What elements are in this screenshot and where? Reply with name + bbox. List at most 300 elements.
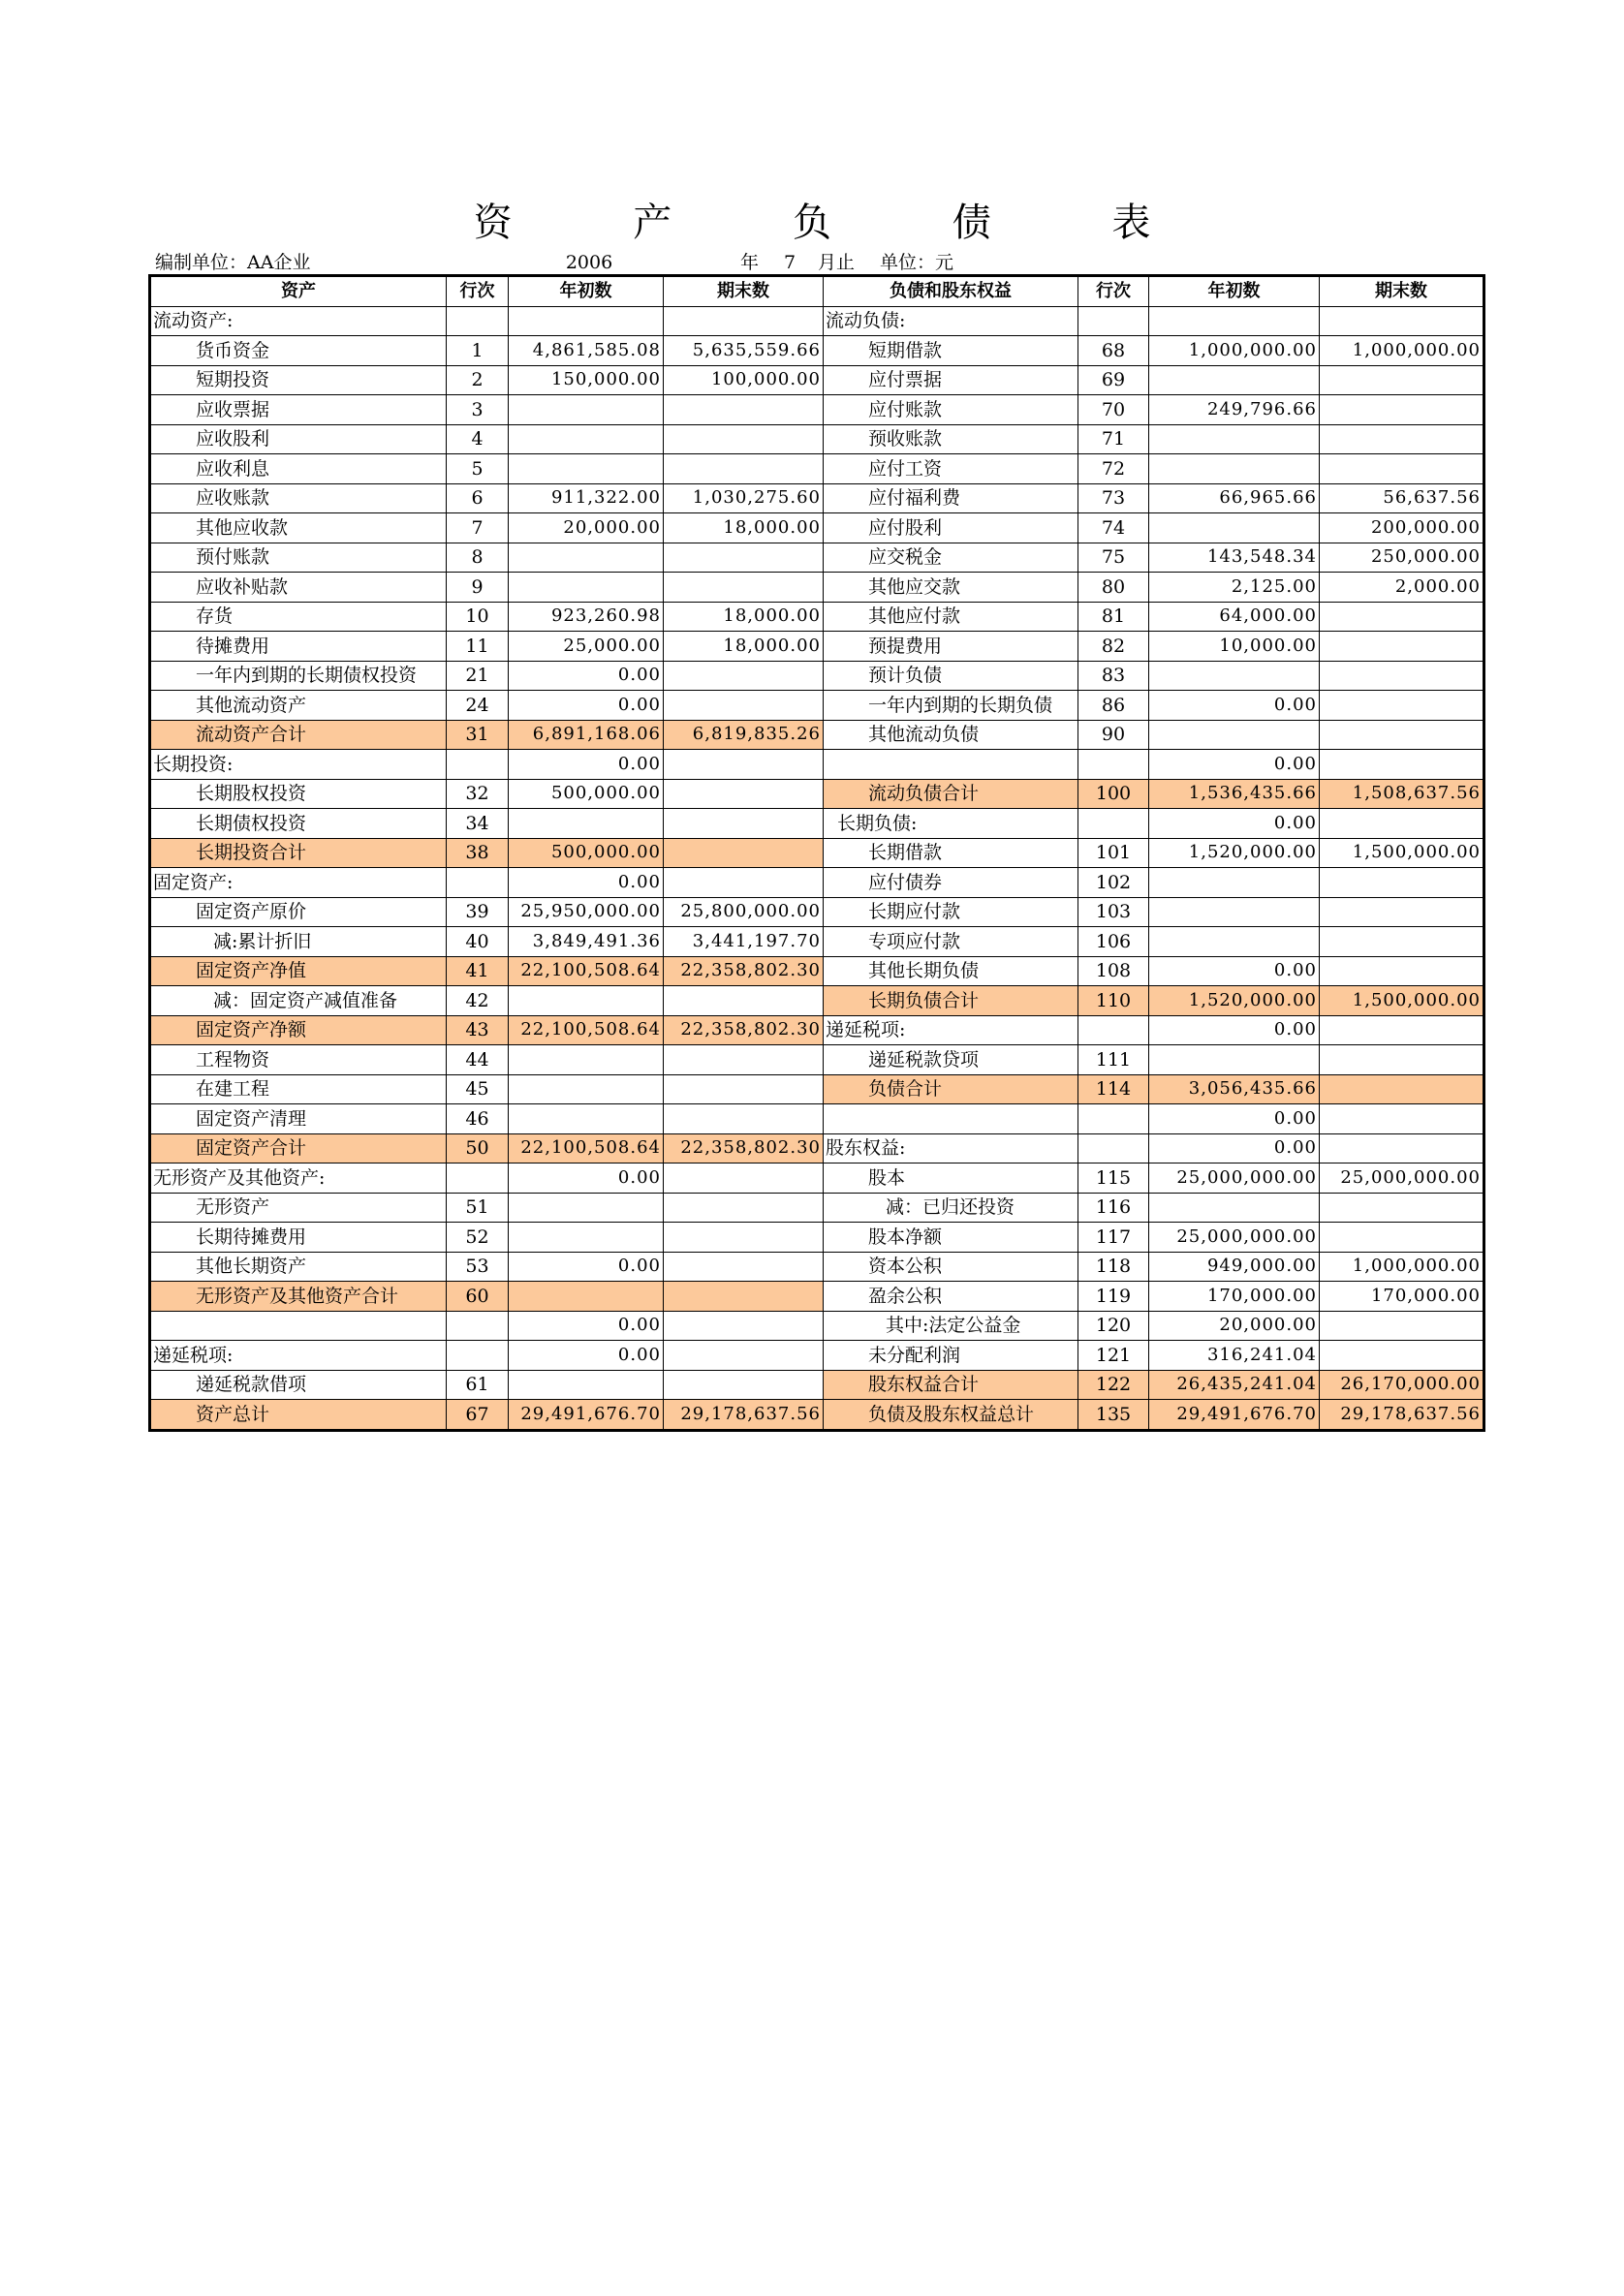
asset-label: 减:累计折旧 [150, 927, 447, 957]
asset-end-value [664, 986, 824, 1016]
liability-label: 其他应付款 [824, 602, 1078, 632]
liability-end-value [1320, 897, 1484, 927]
liability-end-value: 29,178,637.56 [1320, 1400, 1484, 1431]
asset-line-no: 6 [447, 483, 509, 513]
year-value: 2006 [560, 250, 618, 276]
asset-end-value [664, 454, 824, 484]
asset-line-no: 67 [447, 1400, 509, 1431]
liability-label: 应付工资 [824, 454, 1078, 484]
liability-begin-value: 1,520,000.00 [1149, 986, 1320, 1016]
liability-line-no: 75 [1078, 543, 1149, 573]
asset-begin-value [509, 1074, 664, 1104]
liability-line-no: 118 [1078, 1252, 1149, 1282]
liability-line-no: 122 [1078, 1370, 1149, 1400]
table-row [150, 1223, 1484, 1253]
liability-begin-value: 143,548.34 [1149, 543, 1320, 573]
asset-label: 应收票据 [150, 395, 447, 425]
unit-label: 编制单位：AA企业 [155, 252, 311, 273]
liability-line-no: 121 [1078, 1341, 1149, 1371]
asset-line-no: 1 [447, 336, 509, 366]
liability-end-value [1320, 306, 1484, 336]
header-line-no: 行次 [447, 276, 509, 307]
asset-begin-value [509, 1193, 664, 1223]
asset-end-value [664, 424, 824, 454]
liability-line-no [1078, 1015, 1149, 1045]
asset-end-value [664, 1104, 824, 1134]
asset-line-no: 11 [447, 632, 509, 662]
asset-line-no: 4 [447, 424, 509, 454]
asset-label: 无形资产 [150, 1193, 447, 1223]
header-begin: 年初数 [509, 276, 664, 307]
asset-label: 在建工程 [150, 1074, 447, 1104]
liability-end-value [1320, 395, 1484, 425]
liability-end-value: 1,000,000.00 [1320, 336, 1484, 366]
asset-label: 工程物资 [150, 1045, 447, 1075]
asset-label: 长期投资合计 [150, 838, 447, 868]
liability-line-no: 108 [1078, 956, 1149, 986]
table-row [150, 513, 1484, 543]
liability-end-value: 1,508,637.56 [1320, 779, 1484, 809]
table-row [150, 1193, 1484, 1223]
asset-begin-value [509, 1045, 664, 1075]
asset-label: 减：固定资产减值准备 [150, 986, 447, 1016]
asset-begin-value [509, 424, 664, 454]
liability-line-no: 116 [1078, 1193, 1149, 1223]
asset-begin-value: 150,000.00 [509, 365, 664, 395]
liability-line-no [1078, 809, 1149, 839]
asset-label: 递延税项: [150, 1341, 447, 1371]
liability-end-value [1320, 809, 1484, 839]
asset-end-value: 6,819,835.26 [664, 720, 824, 750]
asset-label: 应收补贴款 [150, 573, 447, 603]
liability-label: 应付福利费 [824, 483, 1078, 513]
asset-end-value: 18,000.00 [664, 513, 824, 543]
asset-line-no: 10 [447, 602, 509, 632]
liability-end-value [1320, 750, 1484, 780]
asset-label: 待摊费用 [150, 632, 447, 662]
asset-end-value [664, 573, 824, 603]
liability-begin-value: 3,056,435.66 [1149, 1074, 1320, 1104]
liability-begin-value: 1,520,000.00 [1149, 838, 1320, 868]
asset-begin-value: 0.00 [509, 1252, 664, 1282]
liability-end-value [1320, 602, 1484, 632]
liability-begin-value [1149, 720, 1320, 750]
liability-end-value [1320, 1074, 1484, 1104]
liability-label: 应付票据 [824, 365, 1078, 395]
liability-label: 专项应付款 [824, 927, 1078, 957]
table-row [150, 365, 1484, 395]
asset-line-no [447, 306, 509, 336]
liability-end-value [1320, 661, 1484, 691]
liability-end-value [1320, 1193, 1484, 1223]
table-row [150, 573, 1484, 603]
asset-line-no: 42 [447, 986, 509, 1016]
asset-begin-value [509, 1104, 664, 1134]
liability-label: 应付账款 [824, 395, 1078, 425]
asset-end-value: 22,358,802.30 [664, 956, 824, 986]
liability-label: 应付债券 [824, 868, 1078, 898]
liability-end-value [1320, 1104, 1484, 1134]
liability-line-no [1078, 1133, 1149, 1164]
asset-begin-value: 923,260.98 [509, 602, 664, 632]
asset-line-no [447, 750, 509, 780]
asset-line-no [447, 1164, 509, 1194]
table-row [150, 1074, 1484, 1104]
asset-end-value [664, 1282, 824, 1312]
asset-begin-value: 25,950,000.00 [509, 897, 664, 927]
liability-begin-value: 1,000,000.00 [1149, 336, 1320, 366]
asset-line-no: 45 [447, 1074, 509, 1104]
liability-label: 股本 [824, 1164, 1078, 1194]
liability-begin-value: 66,965.66 [1149, 483, 1320, 513]
liability-label: 应付股利 [824, 513, 1078, 543]
liability-label [824, 750, 1078, 780]
asset-begin-value: 500,000.00 [509, 779, 664, 809]
asset-line-no: 9 [447, 573, 509, 603]
liability-label: 预收账款 [824, 424, 1078, 454]
liability-begin-value: 949,000.00 [1149, 1252, 1320, 1282]
year-suffix: 年 [740, 252, 760, 273]
asset-line-no: 44 [447, 1045, 509, 1075]
asset-end-value [664, 1164, 824, 1194]
asset-label: 应收利息 [150, 454, 447, 484]
liability-begin-value [1149, 661, 1320, 691]
asset-begin-value [509, 986, 664, 1016]
asset-label: 长期债权投资 [150, 809, 447, 839]
liability-end-value: 2,000.00 [1320, 573, 1484, 603]
asset-begin-value: 3,849,491.36 [509, 927, 664, 957]
asset-end-value: 1,030,275.60 [664, 483, 824, 513]
asset-end-value [664, 838, 824, 868]
liability-line-no: 111 [1078, 1045, 1149, 1075]
table-row [150, 986, 1484, 1016]
asset-end-value [664, 543, 824, 573]
asset-line-no: 7 [447, 513, 509, 543]
liability-end-value [1320, 691, 1484, 721]
asset-label: 货币资金 [150, 336, 447, 366]
table-row [150, 661, 1484, 691]
liability-label: 流动负债合计 [824, 779, 1078, 809]
asset-begin-value: 22,100,508.64 [509, 1133, 664, 1164]
header-end: 期末数 [664, 276, 824, 307]
table-row [150, 779, 1484, 809]
asset-label: 短期投资 [150, 365, 447, 395]
asset-line-no: 34 [447, 809, 509, 839]
liability-label: 预计负债 [824, 661, 1078, 691]
asset-begin-value: 0.00 [509, 1311, 664, 1341]
asset-label: 应收股利 [150, 424, 447, 454]
asset-line-no: 52 [447, 1223, 509, 1253]
table-row [150, 1164, 1484, 1194]
liability-begin-value: 316,241.04 [1149, 1341, 1320, 1371]
liability-label: 其他流动负债 [824, 720, 1078, 750]
liability-line-no: 106 [1078, 927, 1149, 957]
asset-label: 应收账款 [150, 483, 447, 513]
liability-end-value: 170,000.00 [1320, 1282, 1484, 1312]
liability-line-no: 74 [1078, 513, 1149, 543]
liability-line-no: 81 [1078, 602, 1149, 632]
asset-line-no [447, 868, 509, 898]
liability-end-value: 25,000,000.00 [1320, 1164, 1484, 1194]
asset-line-no [447, 1311, 509, 1341]
table-row [150, 720, 1484, 750]
asset-end-value [664, 1045, 824, 1075]
asset-begin-value: 29,491,676.70 [509, 1400, 664, 1431]
liability-label: 未分配利润 [824, 1341, 1078, 1371]
liability-end-value [1320, 868, 1484, 898]
asset-begin-value [509, 1370, 664, 1400]
liability-label: 应交税金 [824, 543, 1078, 573]
asset-line-no: 53 [447, 1252, 509, 1282]
table-row [150, 838, 1484, 868]
liability-begin-value: 0.00 [1149, 809, 1320, 839]
liability-end-value: 1,000,000.00 [1320, 1252, 1484, 1282]
liability-end-value: 250,000.00 [1320, 543, 1484, 573]
asset-label: 无形资产及其他资产: [150, 1164, 447, 1194]
asset-end-value [664, 1341, 824, 1371]
asset-line-no: 5 [447, 454, 509, 484]
asset-label: 长期待摊费用 [150, 1223, 447, 1253]
asset-end-value: 22,358,802.30 [664, 1133, 824, 1164]
asset-begin-value [509, 809, 664, 839]
table-row [150, 395, 1484, 425]
asset-end-value [664, 661, 824, 691]
asset-label: 固定资产净额 [150, 1015, 447, 1045]
asset-end-value [664, 1193, 824, 1223]
asset-label: 存货 [150, 602, 447, 632]
liability-line-no: 119 [1078, 1282, 1149, 1312]
liability-label: 短期借款 [824, 336, 1078, 366]
liability-label: 预提费用 [824, 632, 1078, 662]
liability-line-no: 102 [1078, 868, 1149, 898]
table-row [150, 1252, 1484, 1282]
liability-begin-value [1149, 454, 1320, 484]
liability-line-no: 100 [1078, 779, 1149, 809]
asset-label [150, 1311, 447, 1341]
liability-begin-value [1149, 897, 1320, 927]
liability-line-no: 80 [1078, 573, 1149, 603]
table-row [150, 336, 1484, 366]
liability-line-no: 101 [1078, 838, 1149, 868]
asset-line-no: 39 [447, 897, 509, 927]
liability-line-no: 83 [1078, 661, 1149, 691]
asset-begin-value: 20,000.00 [509, 513, 664, 543]
liability-end-value [1320, 720, 1484, 750]
liability-end-value: 1,500,000.00 [1320, 986, 1484, 1016]
liability-line-no: 73 [1078, 483, 1149, 513]
asset-line-no [447, 1341, 509, 1371]
asset-begin-value: 0.00 [509, 1341, 664, 1371]
liability-line-no [1078, 1104, 1149, 1134]
asset-line-no: 2 [447, 365, 509, 395]
liability-line-no: 82 [1078, 632, 1149, 662]
liability-begin-value: 170,000.00 [1149, 1282, 1320, 1312]
table-row [150, 1400, 1484, 1431]
liability-label: 盈余公积 [824, 1282, 1078, 1312]
asset-begin-value: 4,861,585.08 [509, 336, 664, 366]
table-row [150, 750, 1484, 780]
table-row [150, 483, 1484, 513]
liability-end-value [1320, 1311, 1484, 1341]
asset-begin-value [509, 454, 664, 484]
liability-label: 其他应交款 [824, 573, 1078, 603]
liability-begin-value: 20,000.00 [1149, 1311, 1320, 1341]
asset-begin-value [509, 395, 664, 425]
header-line-no-2: 行次 [1078, 276, 1149, 307]
liability-line-no [1078, 750, 1149, 780]
liability-line-no: 70 [1078, 395, 1149, 425]
liability-line-no: 135 [1078, 1400, 1149, 1431]
asset-end-value [664, 809, 824, 839]
liability-begin-value: 1,536,435.66 [1149, 779, 1320, 809]
liability-label: 长期负债: [824, 809, 1078, 839]
asset-label: 流动资产合计 [150, 720, 447, 750]
table-row [150, 1311, 1484, 1341]
asset-end-value [664, 1370, 824, 1400]
table-row [150, 1341, 1484, 1371]
asset-begin-value: 0.00 [509, 1164, 664, 1194]
asset-begin-value: 6,891,168.06 [509, 720, 664, 750]
asset-begin-value: 0.00 [509, 868, 664, 898]
liability-line-no: 117 [1078, 1223, 1149, 1253]
asset-end-value [664, 1074, 824, 1104]
liability-label [824, 1104, 1078, 1134]
asset-label: 长期投资: [150, 750, 447, 780]
balance-sheet-table [148, 274, 1485, 1432]
liability-label: 流动负债: [824, 306, 1078, 336]
liability-begin-value [1149, 1193, 1320, 1223]
liability-begin-value: 0.00 [1149, 691, 1320, 721]
liability-begin-value [1149, 365, 1320, 395]
table-row [150, 543, 1484, 573]
liability-begin-value [1149, 1045, 1320, 1075]
liability-label: 一年内到期的长期负债 [824, 691, 1078, 721]
table-row [150, 956, 1484, 986]
asset-end-value: 18,000.00 [664, 632, 824, 662]
asset-begin-value: 500,000.00 [509, 838, 664, 868]
asset-label: 无形资产及其他资产合计 [150, 1282, 447, 1312]
liability-line-no [1078, 306, 1149, 336]
page-title: 资 产 负 债 表 [473, 201, 1205, 245]
asset-end-value [664, 750, 824, 780]
liability-end-value [1320, 1015, 1484, 1045]
liability-begin-value: 10,000.00 [1149, 632, 1320, 662]
liability-end-value [1320, 1341, 1484, 1371]
asset-begin-value [509, 1223, 664, 1253]
asset-begin-value [509, 306, 664, 336]
asset-end-value: 25,800,000.00 [664, 897, 824, 927]
asset-end-value: 5,635,559.66 [664, 336, 824, 366]
liability-line-no: 90 [1078, 720, 1149, 750]
liability-begin-value [1149, 927, 1320, 957]
liability-label: 股东权益: [824, 1133, 1078, 1164]
table-row [150, 1104, 1484, 1134]
liability-line-no: 120 [1078, 1311, 1149, 1341]
asset-begin-value [509, 1282, 664, 1312]
asset-end-value [664, 1311, 824, 1341]
table-row [150, 632, 1484, 662]
liability-label: 其他长期负债 [824, 956, 1078, 986]
liability-line-no: 86 [1078, 691, 1149, 721]
asset-label: 固定资产清理 [150, 1104, 447, 1134]
liability-begin-value: 2,125.00 [1149, 573, 1320, 603]
table-row [150, 1015, 1484, 1045]
asset-line-no: 38 [447, 838, 509, 868]
table-row [150, 1133, 1484, 1164]
table-row [150, 1045, 1484, 1075]
asset-begin-value: 25,000.00 [509, 632, 664, 662]
month-value: 7 [765, 250, 814, 276]
liability-line-no: 115 [1078, 1164, 1149, 1194]
month-suffix: 月止 [818, 252, 856, 273]
asset-end-value [664, 868, 824, 898]
asset-end-value: 22,358,802.30 [664, 1015, 824, 1045]
table-row [150, 897, 1484, 927]
asset-label: 其他长期资产 [150, 1252, 447, 1282]
header-assets: 资产 [150, 276, 447, 307]
liability-label: 负债及股东权益总计 [824, 1400, 1078, 1431]
liability-end-value: 1,500,000.00 [1320, 838, 1484, 868]
asset-label: 预付账款 [150, 543, 447, 573]
asset-end-value: 3,441,197.70 [664, 927, 824, 957]
table-row [150, 1282, 1484, 1312]
asset-label: 固定资产合计 [150, 1133, 447, 1164]
liability-end-value [1320, 956, 1484, 986]
asset-begin-value [509, 543, 664, 573]
asset-line-no: 24 [447, 691, 509, 721]
liability-label: 负债合计 [824, 1074, 1078, 1104]
asset-begin-value: 22,100,508.64 [509, 1015, 664, 1045]
liability-label: 其中:法定公益金 [824, 1311, 1078, 1341]
liability-end-value [1320, 927, 1484, 957]
table-row [150, 691, 1484, 721]
asset-end-value [664, 779, 824, 809]
asset-label: 长期股权投资 [150, 779, 447, 809]
asset-line-no: 60 [447, 1282, 509, 1312]
liability-end-value [1320, 1133, 1484, 1164]
asset-line-no: 43 [447, 1015, 509, 1045]
year-underline [618, 250, 717, 276]
asset-label: 递延税款借项 [150, 1370, 447, 1400]
liability-end-value: 56,637.56 [1320, 483, 1484, 513]
liability-label: 递延税款贷项 [824, 1045, 1078, 1075]
asset-begin-value: 911,322.00 [509, 483, 664, 513]
asset-end-value: 100,000.00 [664, 365, 824, 395]
liability-end-value [1320, 1223, 1484, 1253]
liability-begin-value: 25,000,000.00 [1149, 1164, 1320, 1194]
asset-begin-value: 22,100,508.64 [509, 956, 664, 986]
liability-begin-value: 249,796.66 [1149, 395, 1320, 425]
liability-end-value [1320, 1045, 1484, 1075]
liability-label: 长期负债合计 [824, 986, 1078, 1016]
asset-end-value [664, 1252, 824, 1282]
asset-label: 固定资产原价 [150, 897, 447, 927]
liability-begin-value: 0.00 [1149, 1104, 1320, 1134]
asset-label: 固定资产: [150, 868, 447, 898]
asset-begin-value: 0.00 [509, 661, 664, 691]
table-row [150, 424, 1484, 454]
asset-label: 流动资产: [150, 306, 447, 336]
liability-begin-value: 26,435,241.04 [1149, 1370, 1320, 1400]
asset-line-no: 3 [447, 395, 509, 425]
asset-line-no: 31 [447, 720, 509, 750]
liability-begin-value: 0.00 [1149, 956, 1320, 986]
liability-begin-value: 64,000.00 [1149, 602, 1320, 632]
asset-end-value [664, 1223, 824, 1253]
table-row [150, 1370, 1484, 1400]
asset-label: 固定资产净值 [150, 956, 447, 986]
asset-label: 一年内到期的长期债权投资 [150, 661, 447, 691]
